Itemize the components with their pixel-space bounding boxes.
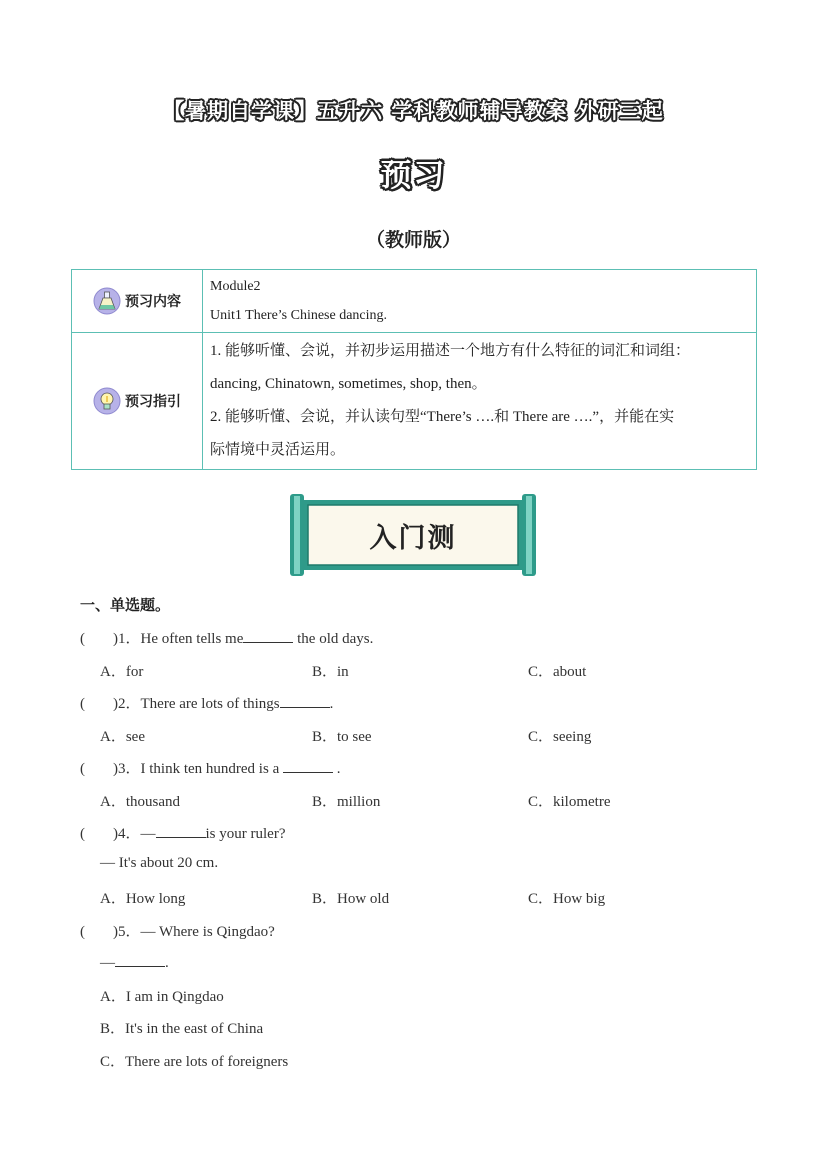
document-subtitle: 预习 [380,158,447,194]
answer-blank [283,758,333,773]
lightbulb-icon [93,387,121,415]
question-2-option-a: A．see [100,729,145,745]
banner-title: 入门测 [369,522,457,554]
table-row [72,333,757,470]
question-5-option-a: A．I am in Qingdao [100,989,224,1005]
guide-line: 1. 能够听懂、会说，并初步运用描述一个地方有什么特征的词汇和词组： [210,343,691,359]
question-1-option-c: C．about [528,664,587,680]
question-5-option-c: C．There are lots of foreigners [100,1054,289,1070]
table-row-label: 预习内容 [125,294,181,310]
document-title: 【暑期自学课】五升六 学科教师辅导教案 外研三起 [163,99,664,123]
question-4-stem: ( )4．— is your ruler? [80,822,286,843]
table-row-label: 预习指引 [125,394,181,410]
question-1-option-b: B．in [312,664,349,680]
guide-line: 2. 能够听懂、会说，并认读句型“There’s ….和 There are ….”，并能在实 [210,409,675,425]
guide-line: dancing, Chinatown, sometimes, shop, then。 [210,376,487,392]
question-3-option-b: B．million [312,794,381,810]
question-2-stem: ( )2．There are lots of things . [80,692,333,713]
question-4-option-b: B．How old [312,891,390,907]
answer-blank [243,628,293,643]
question-3-stem: ( )3．I think ten hundred is a . [80,757,340,778]
question-5-stem: ( )5．— Where is Qingdao? [80,924,275,940]
question-3-option-c: C．kilometre [528,794,611,810]
section-heading: 一、单选题。 [80,596,171,614]
question-5-response: — . [100,952,169,972]
section-banner [290,494,536,576]
question-1-option-a: A．for [100,664,144,680]
answer-blank [115,952,165,967]
question-4-option-c: C．How big [528,891,606,907]
module-name: Module2 [210,279,261,294]
answer-blank [156,823,206,838]
question-5-option-b: B．It's in the east of China [100,1021,264,1037]
table-row [72,270,757,333]
unit-name: Unit1 There’s Chinese dancing. [210,308,388,323]
question-1-stem: ( )1．He often tells me the old days. [80,627,373,648]
question-3-option-a: A．thousand [100,794,180,810]
preview-info-table [71,269,757,470]
guide-line: 际情境中灵活运用。 [210,442,346,458]
edition-label: （教师版） [365,229,461,251]
answer-blank [280,693,330,708]
question-4-response: — It's about 20 cm. [100,855,219,871]
flask-icon [93,287,121,315]
question-2-option-c: C．seeing [528,729,592,745]
question-2-option-b: B．to see [312,729,372,745]
question-4-option-a: A．How long [100,891,186,907]
